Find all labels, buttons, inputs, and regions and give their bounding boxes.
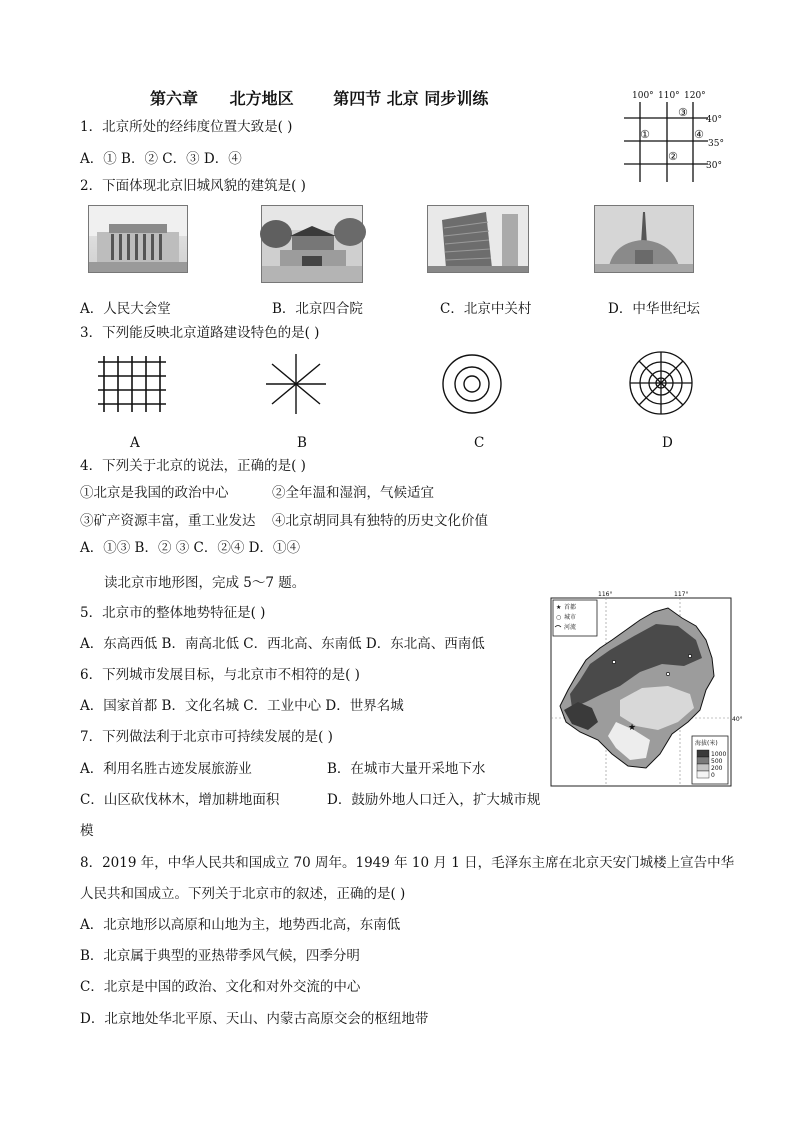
q2-option-c: C．北京中关村 (440, 301, 532, 317)
q8-line-2: 人民共和国成立。下列关于北京市的叙述，正确的是( ) (80, 886, 406, 902)
q4-statement-1: ①北京是我国的政治中心 (80, 485, 229, 501)
lat-label: 40° (732, 716, 743, 723)
elev-500: 500 (711, 758, 723, 765)
elev-0: 0 (711, 772, 715, 779)
lon-label: 116° (598, 591, 613, 598)
q7-option-c: C．山区砍伐林木，增加耕地面积 (80, 792, 280, 808)
point-4: ④ (694, 128, 704, 141)
latlon-grid-map (618, 86, 728, 184)
photo-millennium-monument (594, 205, 694, 273)
legend-city: 城市 (564, 614, 577, 621)
lat-label: 35° (708, 139, 724, 149)
road-pattern-ring-radial (628, 350, 694, 416)
q3-label-a: A (130, 435, 140, 451)
title-chapter: 第六章 (150, 89, 199, 108)
elev-title: 海拔(米) (695, 740, 718, 747)
q4-options: A．①③ B．② ③ C．②④ D．①④ (80, 540, 300, 556)
page-title (150, 86, 488, 109)
q2-stem: 2．下面体现北京旧城风貌的建筑是( ) (80, 178, 306, 194)
elev-1000: 1000 (711, 751, 727, 758)
q7-option-b: B．在城市大量开采地下水 (327, 761, 486, 777)
q6-options: A．国家首都 B．文化名城 C．工业中心 D．世界名城 (80, 698, 404, 714)
point-3: ③ (678, 106, 688, 119)
title-region: 北方地区 (229, 89, 294, 108)
lat-label: 30° (706, 161, 722, 171)
title-section: 第四节 北京 同步训练 (333, 89, 489, 108)
q1-stem: 1．北京所处的经纬度位置大致是( ) (80, 119, 293, 135)
q3-label-c: C (474, 435, 485, 451)
legend-river: 河流 (564, 624, 577, 631)
lon-label: 117° (674, 591, 689, 598)
q7-option-d: D．鼓励外地人口迁入，扩大城市规 (327, 792, 541, 808)
q6-stem: 6．下列城市发展目标，与北京市不相符的是( ) (80, 667, 360, 683)
q2-option-a: A．人民大会堂 (80, 301, 171, 317)
q4-statement-4: ④北京胡同具有独特的历史文化价值 (272, 513, 488, 529)
q3-label-d: D (662, 435, 673, 451)
q8-option-b: B．北京属于典型的亚热带季风气候，四季分明 (80, 948, 360, 964)
q2-option-d: D．中华世纪坛 (608, 301, 700, 317)
capital-star: ★ (628, 723, 637, 733)
beijing-terrain-map (550, 590, 743, 788)
point-1: ① (640, 128, 650, 141)
q7-option-d-wrap: 模 (80, 823, 94, 839)
road-pattern-rings (440, 352, 504, 416)
q7-stem: 7．下列做法利于北京市可持续发展的是( ) (80, 729, 333, 745)
lon-label: 110° (658, 91, 680, 101)
lon-label: 120° (684, 91, 706, 101)
road-pattern-grid (96, 354, 168, 414)
q3-label-b: B (297, 435, 307, 451)
svg-text:○: ○ (556, 614, 562, 621)
q3-stem: 3．下列能反映北京道路建设特色的是( ) (80, 325, 320, 341)
intro-5-7: 读北京市地形图，完成 5～7 题。 (104, 575, 306, 591)
q7-option-a: A．利用名胜古迹发展旅游业 (80, 761, 252, 777)
road-pattern-radial (264, 352, 328, 416)
q2-option-b: B．北京四合院 (272, 301, 363, 317)
q1-options: A．① B．② C．③ D．④ (80, 151, 242, 167)
q5-options: A．东高西低 B．南高北低 C．西北高、东南低 D．东北高、西南低 (80, 636, 485, 652)
elev-200: 200 (711, 765, 723, 772)
point-2: ② (668, 150, 678, 163)
legend-capital: 首都 (564, 604, 577, 611)
q4-statement-3: ③矿产资源丰富，重工业发达 (80, 513, 256, 529)
q4-statement-2: ②全年温和湿润，气候适宜 (272, 485, 434, 501)
lat-label: 40° (706, 115, 722, 125)
q8-option-c: C．北京是中国的政治、文化和对外交流的中心 (80, 979, 361, 995)
q8-option-a: A．北京地形以高原和山地为主，地势西北高，东南低 (80, 917, 401, 933)
q8-line-1: 8．2019 年，中华人民共和国成立 70 周年。1949 年 10 月 1 日，毛泽东主席在北京天安门城楼上宣告中华 (80, 855, 735, 871)
photo-great-hall (88, 205, 188, 273)
photo-zhongguancun (427, 205, 529, 273)
q4-stem: 4．下列关于北京的说法，正确的是( ) (80, 458, 306, 474)
q8-option-d: D．北京地处华北平原、天山、内蒙古高原交会的枢纽地带 (80, 1011, 429, 1027)
svg-text:★: ★ (556, 604, 562, 611)
q5-stem: 5．北京市的整体地势特征是( ) (80, 605, 266, 621)
photo-siheyuan (261, 205, 363, 283)
lon-label: 100° (632, 91, 654, 101)
